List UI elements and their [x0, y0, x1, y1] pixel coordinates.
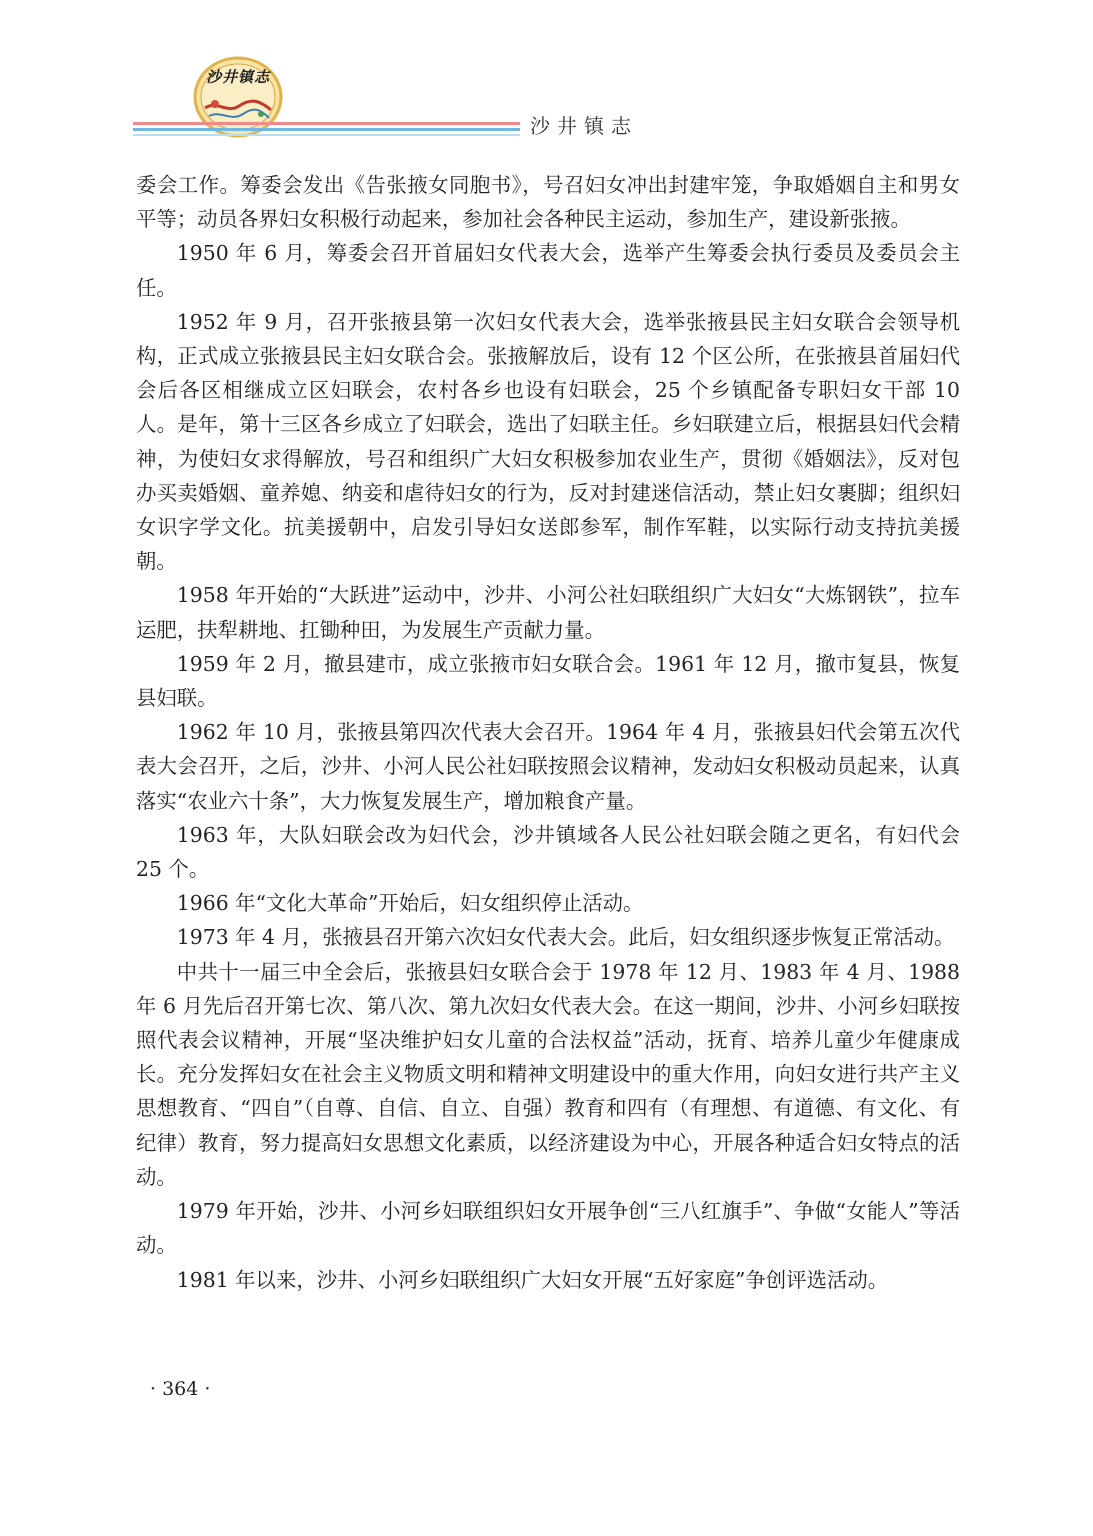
page-header — [0, 0, 1093, 150]
book-logo — [193, 56, 283, 138]
paragraph: 1952 年 9 月，召开张掖县第一次妇女代表大会，选举张掖县民主妇女联合会领导机构，正式成立张掖县民主妇女联合会。张掖解放后，设有 12 个区公所，在张掖县首届妇代会后各区相继成立区妇联会，农村各乡也设有妇联会，25 个乡镇配备专职妇女干部 10 人。是年，第十三区各乡成立了妇联会，选出了妇联主任。乡妇联建立后，根据县妇代会精神，为使妇女求得解放，号召和组织广大妇女积极参加农业生产，贯彻《婚姻法》，反对包办买卖婚姻、童养媳、纳妾和虐待妇女的行为，反对封建迷信活动，禁止妇女裹脚；组织妇女识字学文化。抗美援朝中，启发引导妇女送郎参军，制作军鞋，以实际行动支持抗美援朝。 — [136, 309, 960, 574]
paragraph: 1979 年开始，沙井、小河乡妇联组织妇女开展争创“三八红旗手”、争做“女能人”等活动。 — [136, 1199, 960, 1258]
body-text — [136, 168, 960, 1297]
paragraph: 中共十一届三中全会后，张掖县妇女联合会于 1978 年 12 月、1983 年 4 月、1988 年 6 月先后召开第七次、第八次、第九次妇女代表大会。在这一期间，沙井、小河乡妇联按照代表会议精神，开展“坚决维护妇女儿童的合法权益”活动，抚育、培养儿童少年健康成长。充分发挥妇女在社会主义物质文明和精神文明建设中的重大作用，向妇女进行共产主义思想教育、“四自”（自尊、自信、自立、自强）教育和四有（有理想、有道德、有文化、有纪律）教育，努力提高妇女思想文化素质，以经济建设为中心，开展各种适合妇女特点的活动。 — [136, 959, 960, 1189]
page-number: · 364 · — [150, 1378, 211, 1400]
logo-title: 沙井镇志 — [205, 68, 270, 86]
paragraph: 1966 年“文化大革命”开始后，妇女组织停止活动。 — [176, 891, 644, 916]
paragraph: 1959 年 2 月，撤县建市，成立张掖市妇女联合会。1961 年 12 月，撤市复县，恢复县妇联。 — [136, 651, 960, 711]
paragraph: 1958 年开始的“大跃进”运动中，沙井、小河公社妇联组织广大妇女“大炼钢铁”，拉车运肥，扶犁耕地、扛锄种田，为发展生产贡献力量。 — [136, 583, 960, 642]
header-rule-lightblue — [133, 134, 520, 136]
paragraph: 1962 年 10 月，张掖县第四次代表大会召开。1964 年 4 月，张掖县妇代会第五次代表大会召开，之后，沙井、小河人民公社妇联按照会议精神，发动妇女积极动员起来，认真落实“农业六十条”，大力恢复发展生产，增加粮食产量。 — [136, 720, 960, 813]
header-rule-blue — [133, 128, 520, 131]
paragraph: 委会工作。筹委会发出《告张掖女同胞书》，号召妇女冲出封建牢笼，争取婚姻自主和男女平等；动员各界妇女积极行动起来，参加社会各种民主运动，参加生产，建设新张掖。 — [136, 173, 960, 232]
paragraph: 1973 年 4 月，张掖县召开第六次妇女代表大会。此后，妇女组织逐步恢复正常活动。 — [176, 925, 955, 950]
paragraph: 1981 年以来，沙井、小河乡妇联组织广大妇女开展“五好家庭”争创评选活动。 — [176, 1267, 889, 1292]
running-title: 沙井镇志 — [530, 114, 638, 138]
paragraph: 1950 年 6 月，筹委会召开首届妇女代表大会，选举产生筹委会执行委员及委员会主任。 — [136, 241, 960, 300]
header-rule-red — [133, 122, 520, 125]
paragraph: 1963 年，大队妇联会改为妇代会，沙井镇域各人民公社妇联会随之更名，有妇代会 25 个。 — [136, 822, 960, 882]
